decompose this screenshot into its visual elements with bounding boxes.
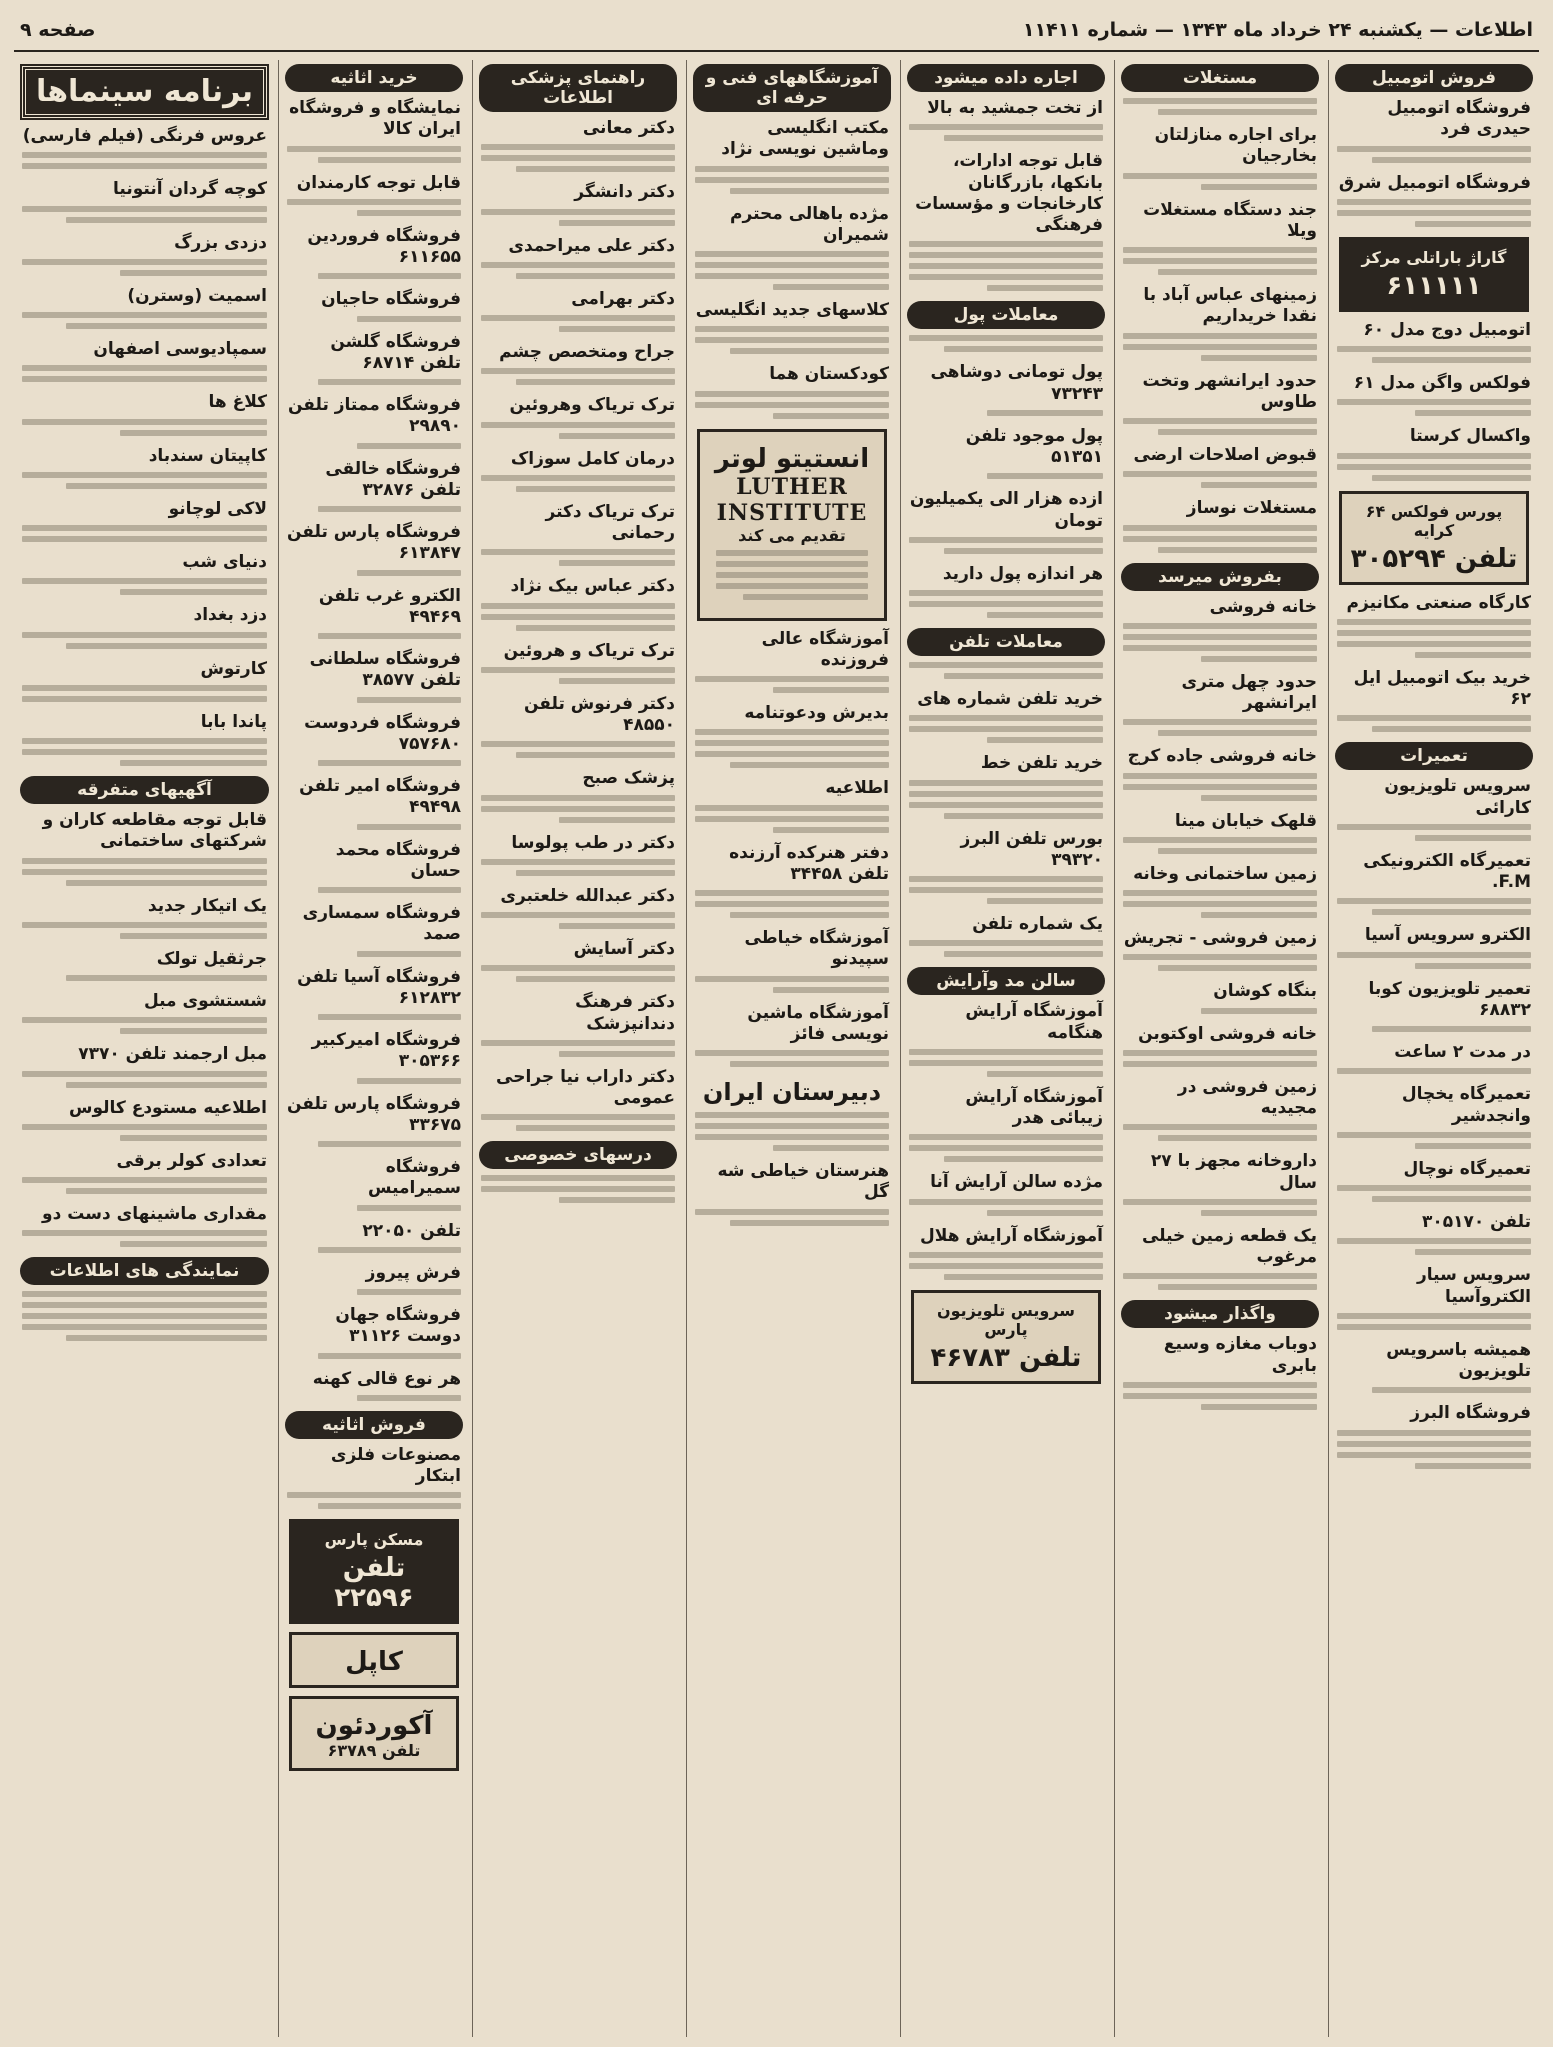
section-header: درسهای خصوصی bbox=[479, 1141, 677, 1169]
cinema-listing: پاندا بابا bbox=[200, 711, 267, 732]
display-ad-box bbox=[289, 1696, 459, 1771]
ad-title: قابل توجه ادارات، بانکها، بازرگانان کارخانجات و مؤسسات فرهنگی bbox=[915, 151, 1103, 235]
ad-title: فروشگاه فردوست ۷۵۷۶۸۰ bbox=[304, 712, 461, 754]
ad-title: کارگاه صنعتی مکانیزم bbox=[1346, 592, 1531, 613]
ad-title: دکتر فرنوش تلفن ۴۸۵۵۰ bbox=[523, 693, 675, 735]
luther-institute-ad bbox=[697, 429, 887, 621]
ad-title: فروشگاه سلطانی تلفن ۳۸۵۷۷ bbox=[309, 649, 461, 691]
ad-title: شستشوی مبل bbox=[143, 991, 267, 1011]
section-header: خرید اثاثیه bbox=[285, 64, 463, 92]
ad-title: دکتر فرهنگ دندانپزشک bbox=[575, 992, 675, 1034]
ad-title: تعمیرگاه نوچال bbox=[1403, 1158, 1531, 1179]
ad-title: فروشگاه فروردین ۶۱۱۶۵۵ bbox=[307, 225, 461, 267]
ad-title: درمان کامل سوزاک bbox=[510, 448, 675, 469]
box-text: سرویس تلویزیون پارس bbox=[936, 1300, 1076, 1339]
ad-title: مستغلات نوساز bbox=[1186, 498, 1317, 519]
ad-title: دوباب مغازه وسیع بابری bbox=[1163, 1334, 1317, 1376]
ad-title: کودکستان هما bbox=[769, 364, 889, 385]
cinema-listing: کاپیتان سندباد bbox=[148, 445, 267, 466]
ad-title: فروشگاه ممتاز تلفن ۲۹۸۹۰ bbox=[287, 395, 461, 437]
section-header: معاملات پول bbox=[907, 301, 1105, 329]
box-latin-title: LUTHER INSTITUTE bbox=[716, 473, 868, 526]
ad-title: برای اجاره منازلتان بخارجیان bbox=[1154, 125, 1317, 167]
ad-title: واکسال کرستا bbox=[1409, 426, 1531, 447]
ad-title: داروخانه مجهز با ۲۷ سال bbox=[1150, 1151, 1317, 1193]
cinema-listing: دزدی بزرگ bbox=[174, 232, 267, 253]
ad-title: فروشگاه گلشن تلفن ۶۸۷۱۴ bbox=[330, 331, 461, 373]
ad-title: فروشگاه آسیا تلفن ۶۱۲۸۳۲ bbox=[297, 966, 461, 1008]
ad-title: پول موجود تلفن ۵۱۳۵۱ bbox=[965, 425, 1103, 467]
section-header: اجاره داده میشود bbox=[907, 64, 1105, 92]
ad-title: فروشگاه اتومبیل حیدری فرد bbox=[1387, 98, 1531, 140]
ad-title: نمایشگاه و فروشگاه ایران کالا bbox=[289, 98, 461, 140]
ad-title: سرویس سیار الکتروآسیا bbox=[1416, 1265, 1531, 1307]
ad-title: کلاسهای جدید انگلیسی bbox=[695, 300, 889, 320]
cinema-listing: کارتوش bbox=[200, 658, 267, 679]
ad-title: هر اندازه پول دارید bbox=[942, 563, 1103, 584]
box-number: تلفن ۲۲۵۹۶ bbox=[334, 1553, 414, 1614]
ad-title: دکتر دانشگر bbox=[574, 182, 675, 203]
ad-title: یک قطعه زمین خیلی مرغوب bbox=[1141, 1225, 1317, 1267]
ad-title: جراح ومتخصص چشم bbox=[499, 342, 675, 362]
ad-title: فروشگاه پارس تلفن ۳۳۶۷۵ bbox=[286, 1093, 461, 1135]
display-ad-box bbox=[289, 1632, 459, 1688]
ad-title: تعدادی کولر برقی bbox=[116, 1150, 267, 1171]
ad-title: دکتر علی میراحمدی bbox=[508, 235, 675, 256]
ad-title: خرید تلفن خط bbox=[980, 753, 1103, 774]
cinema-listing: لاکی لوچانو bbox=[168, 498, 267, 519]
ad-title: تعمیرگاه الکترونیکی F.M. bbox=[1363, 850, 1531, 892]
section-header: نمایندگی های اطلاعات bbox=[20, 1257, 269, 1285]
section-header: راهنمای پزشکی اطلاعات bbox=[479, 64, 677, 112]
ad-title: تعمیرگاه یخچال وانجدشیر bbox=[1401, 1084, 1531, 1126]
ad-title: بورس تلفن البرز ۳۹۳۲۰ bbox=[960, 828, 1103, 870]
ad-title: جند دستگاه مستغلات ویلا bbox=[1143, 199, 1317, 241]
ad-title: فروشگاه خالقی تلفن ۳۲۸۷۶ bbox=[325, 458, 461, 500]
ad-title: تلفن ۲۲۰۵۰ bbox=[362, 1220, 461, 1241]
cinema-listing: دنیای شب bbox=[182, 552, 267, 572]
ad-title: الکترو سرویس آسیا bbox=[1364, 925, 1531, 946]
ad-title: تعمیر تلویزیون کوبا ۶۸۸۳۲ bbox=[1368, 978, 1531, 1020]
section-header: مستغلات bbox=[1121, 64, 1319, 92]
cinema-listing: سمپادیوسی اصفهان bbox=[93, 339, 267, 359]
ad-title: مژده سالن آرایش آنا bbox=[930, 1172, 1103, 1193]
ad-title: حدود ایرانشهر وتخت طاوس bbox=[1142, 370, 1317, 412]
ad-title: دکتر داراب نیا جراحی عمومی bbox=[496, 1066, 675, 1108]
column-cinema-misc bbox=[14, 60, 275, 2037]
display-ad-box bbox=[911, 1290, 1101, 1384]
section-header: معاملات تلفن bbox=[907, 628, 1105, 656]
ad-title: دکتر در طب پولوسا bbox=[511, 832, 675, 853]
section-header: فروش اتومبیل bbox=[1335, 64, 1533, 92]
ad-title: فرش پیروز bbox=[365, 1262, 461, 1283]
box-number: تلفن ۴۶۷۸۳ bbox=[930, 1342, 1082, 1373]
ad-title: هر نوع قالی کهنه bbox=[312, 1368, 461, 1389]
box-number: تلفن ۳۰۵۲۹۴ bbox=[1350, 543, 1518, 574]
paper-name: اطلاعات bbox=[1454, 19, 1533, 41]
ad-title: قابل توجه کارمندان bbox=[296, 172, 461, 193]
ad-title: حدود چهل متری ایرانشهر bbox=[1181, 671, 1317, 713]
ad-title: سرویس تلویزیون کارائی bbox=[1384, 776, 1531, 818]
display-ad-box bbox=[289, 1519, 459, 1624]
ad-title: زمین فروشی - تجریش bbox=[1123, 928, 1317, 948]
column-schools bbox=[686, 60, 897, 2037]
ad-title: فروشگاه امیر تلفن ۴۹۴۹۸ bbox=[299, 776, 461, 818]
ad-title: فروشگاه پارس تلفن ۶۱۳۸۴۷ bbox=[286, 522, 461, 564]
section-header: تعمیرات bbox=[1335, 742, 1533, 770]
ad-title: مقداری ماشینهای دست دو bbox=[42, 1204, 267, 1224]
box-text: مسکن پارس bbox=[324, 1530, 424, 1550]
ad-title: الکترو غرب تلفن ۴۹۴۶۹ bbox=[318, 585, 461, 627]
ad-title: خرید بیک اتومبیل ایل ۶۲ bbox=[1353, 667, 1531, 709]
ad-title: اطلاعیه مستودع کالوس bbox=[69, 1097, 267, 1118]
ad-title: یک شماره تلفن bbox=[972, 914, 1103, 934]
ad-title: جرثقیل تولک bbox=[156, 948, 267, 969]
box-title: انستیتو لوتر bbox=[714, 443, 870, 474]
ad-title: ترک تریاک وهروئین bbox=[509, 395, 675, 416]
ad-title: ترک تریاک دکتر رحمانی bbox=[545, 501, 675, 543]
ad-title: مبل ارجمند تلفن ۷۳۷۰ bbox=[78, 1044, 267, 1065]
paper-info: اطلاعات — یکشنبه ۲۴ خرداد ماه ۱۳۴۳ — شماره ۱۱۴۱۱ bbox=[1022, 19, 1533, 41]
ad-title: در مدت ۲ ساعت bbox=[1394, 1042, 1531, 1062]
section-header: بفروش میرسد bbox=[1121, 563, 1319, 591]
ad-title: خانه فروشی جاده کرج bbox=[1127, 746, 1317, 767]
ad-title: دکتر معانی bbox=[582, 118, 675, 138]
ad-title: دکتر عبدالله خلعتبری bbox=[500, 885, 675, 906]
ad-title: دکتر بهرامی bbox=[571, 288, 675, 309]
ad-title: تلفن ۳۰۵۱۷۰ bbox=[1421, 1212, 1531, 1232]
ad-title: زمین ساختمانی وخانه bbox=[1133, 863, 1317, 884]
ad-title: آموزشگاه ماشین نویسی فائز bbox=[747, 1002, 889, 1044]
box-text: پورس فولکس ۶۴ کرایه bbox=[1365, 501, 1503, 540]
ad-title: آموزشگاه خیاطی سپیدنو bbox=[744, 928, 889, 970]
ad-title: قلهک خیابان مینا bbox=[1174, 810, 1317, 831]
ad-title: فروشگاه حاجیان bbox=[321, 289, 461, 310]
box-text: آکوردئون bbox=[315, 1711, 433, 1742]
ad-title: هنرستان خیاطی شه گل bbox=[717, 1161, 889, 1203]
cinema-program-banner: برنامه سینماها bbox=[22, 66, 267, 118]
section-header: سالن مد وآرایش bbox=[907, 967, 1105, 995]
ad-title: خرید تلفن شماره های bbox=[917, 689, 1103, 709]
cinema-listing: اسمیت (وسترن) bbox=[127, 285, 267, 306]
ad-title: اتومبیل دوج مدل ۶۰ bbox=[1363, 319, 1531, 340]
section-header: آموزشگاههای فنی و حرفه ای bbox=[693, 64, 891, 112]
ad-title: آموزشگاه آرایش هنگامه bbox=[965, 1001, 1103, 1043]
column-real-estate bbox=[1114, 60, 1325, 2037]
box-text: کاپل bbox=[345, 1647, 403, 1678]
column-medical bbox=[472, 60, 683, 2037]
ad-title: زمینهای عباس آباد با نقدا خریداریم bbox=[1143, 285, 1317, 327]
column-car-sales bbox=[1328, 60, 1539, 2037]
ad-title: آموزشگاه آرایش زیبائی هدر bbox=[965, 1086, 1103, 1128]
ad-title: مژده باهالی محترم شمیران bbox=[730, 203, 889, 245]
ad-title: فروشگاه البرز bbox=[1410, 1403, 1531, 1424]
ad-title: مصنوعات فلزی ابتکار bbox=[330, 1444, 461, 1486]
ad-title: آموزشگاه عالی فروزنده bbox=[761, 628, 889, 670]
ad-title: ترک تریاک و هروئین bbox=[503, 640, 675, 661]
school-ad-title: دبیرستان ایران bbox=[702, 1078, 882, 1106]
ad-title: بنگاه کوشان bbox=[1213, 981, 1317, 1002]
ad-title: پزشک صبح bbox=[582, 768, 675, 789]
box-number: ۶۱۱۱۱۱ bbox=[1386, 270, 1482, 301]
ad-title: دکتر آسایش bbox=[573, 939, 675, 959]
box-subtitle: تقدیم می کند bbox=[738, 525, 846, 545]
section-header: آگهیهای متفرقه bbox=[20, 776, 269, 804]
ad-title: خانه فروشی bbox=[1209, 596, 1317, 617]
ad-title: یک اتیکار جدید bbox=[147, 895, 267, 916]
ad-title: فروشگاه محمد حسان bbox=[335, 839, 461, 881]
cinema-listing: کوچه گردان آنتونیا bbox=[113, 179, 267, 200]
cinema-listing: کلاغ ها bbox=[208, 392, 267, 413]
ad-title: قابل توجه مقاطعه کاران و شرکتهای ساختمانی bbox=[42, 810, 267, 852]
ad-title: فروشگاه جهان دوست ۳۱۱۲۶ bbox=[335, 1305, 461, 1347]
ad-title: پول تومانی دوشاهی ۷۳۲۴۳ bbox=[930, 362, 1103, 404]
newspaper-page bbox=[14, 10, 1539, 2037]
section-header: واگذار میشود bbox=[1121, 1300, 1319, 1328]
ad-title: آموزشگاه آرایش هلال bbox=[920, 1225, 1103, 1246]
ad-title: فروشگاه امیرکبیر ۳۰۵۳۶۶ bbox=[311, 1030, 461, 1072]
ad-title: مکتب انگلیسی وماشین نویسی نژاد bbox=[721, 118, 889, 160]
ad-title: دفتر هنرکده آرزنده تلفن ۳۴۴۵۸ bbox=[729, 842, 889, 884]
section-header: فروش اثاثیه bbox=[285, 1411, 463, 1439]
cinema-listing: دزد بغداد bbox=[193, 605, 267, 626]
display-ad-box bbox=[1339, 491, 1529, 585]
ad-title: ازده هزار الی یکمیلیون تومان bbox=[909, 489, 1103, 531]
ad-title: فروشگاه سمساری صمد bbox=[302, 903, 461, 945]
ad-title: دکتر عباس بیک نژاد bbox=[510, 576, 675, 597]
cinema-listing: عروس فرنگی (فیلم فارسی) bbox=[22, 126, 267, 146]
ad-title: بدیرش ودعوتنامه bbox=[744, 703, 889, 723]
ad-title: خانه فروشی اوکتوبن bbox=[1138, 1023, 1317, 1044]
masthead bbox=[14, 10, 1539, 52]
box-text: گاراژ باراتلی مرکز bbox=[1361, 247, 1507, 267]
ad-title: اطلاعیه bbox=[825, 778, 889, 799]
column-rent-money-phone bbox=[900, 60, 1111, 2037]
ad-title: همیشه باسرویس تلویزیون bbox=[1386, 1339, 1531, 1381]
ad-title: فروشگاه سمیرامیس bbox=[368, 1157, 461, 1199]
ad-title: زمین فروشی در مجیدیه bbox=[1177, 1076, 1317, 1118]
display-ad-box bbox=[1339, 237, 1529, 312]
column-furniture bbox=[278, 60, 469, 2037]
page-number: صفحه ۹ bbox=[20, 19, 96, 41]
ad-title: قبوض اصلاحات ارضی bbox=[1133, 445, 1317, 465]
ad-title: از تخت جمشید به بالا bbox=[927, 98, 1103, 118]
paper-date: یکشنبه ۲۴ خرداد ماه ۱۳۴۳ bbox=[1180, 19, 1423, 41]
ad-title: فروشگاه اتومبیل شرق bbox=[1338, 172, 1531, 193]
issue-number: شماره ۱۱۴۱۱ bbox=[1022, 19, 1149, 41]
ad-title: فولکس واگن مدل ۶۱ bbox=[1353, 373, 1531, 393]
box-number: تلفن ۶۳۷۸۹ bbox=[327, 1741, 421, 1761]
